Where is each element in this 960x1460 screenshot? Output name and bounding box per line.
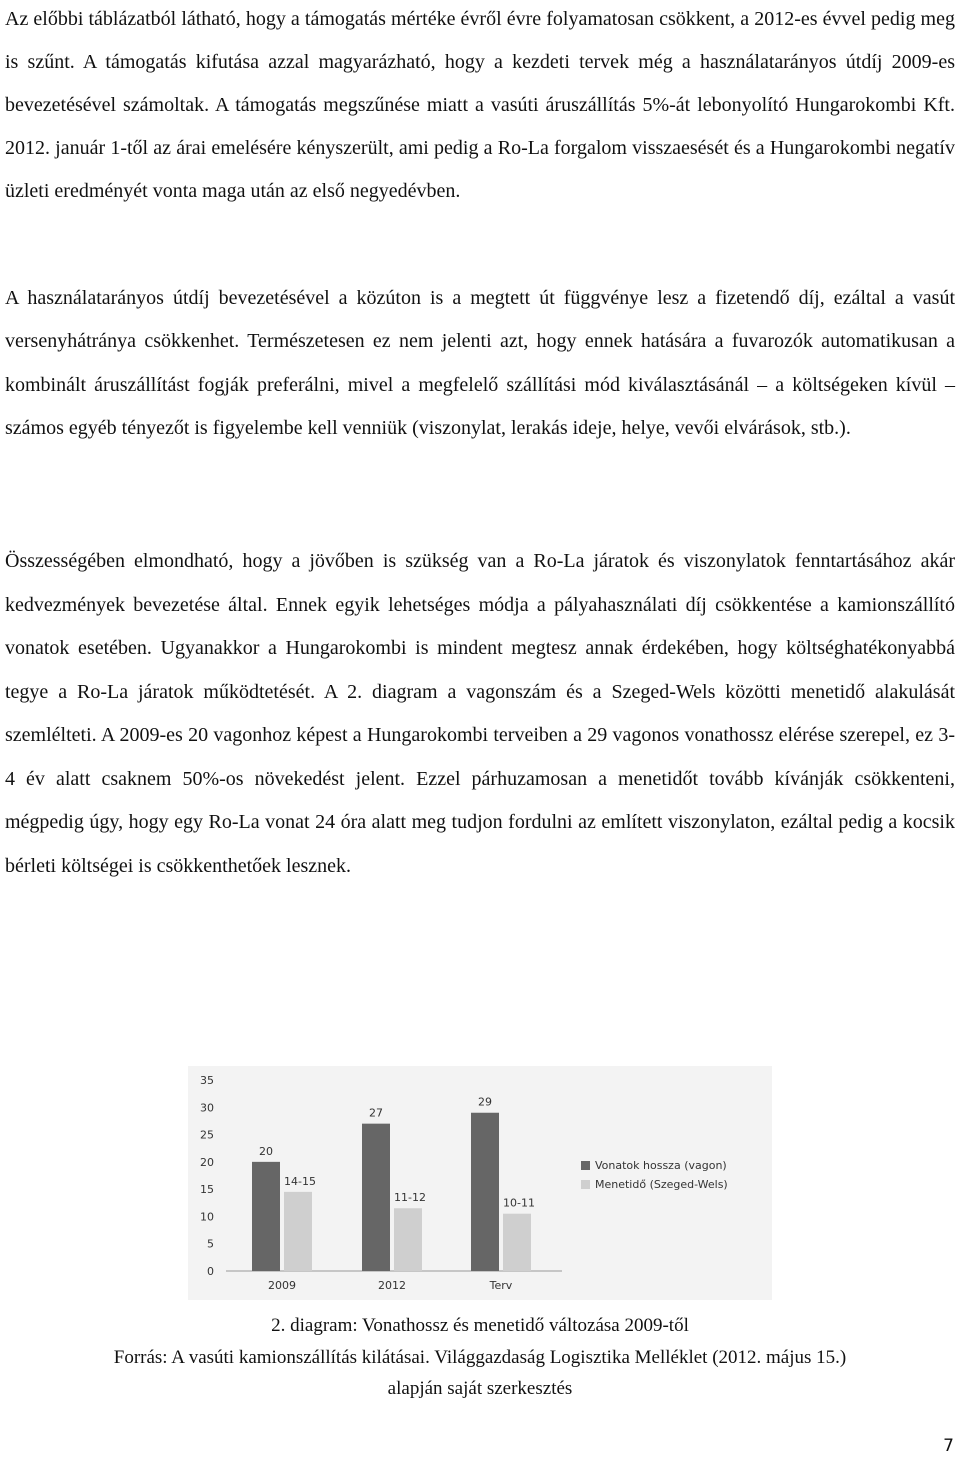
paragraph-3: Összességében elmondható, hogy a jövőben is szükség van a Ro-La járatok és viszonylatok fenntartásához akár kedvezmények bevezetése által. Ennek egyik lehetséges módja a pályahasználati díj csökkentése a kamionszállító vonatok esetében. Ugyanakkor a Hungarokombi is mindent megtesz annak érdekében, hogy költséghatékonyabbá tegye a Ro-La járatok működtetését. A 2. diagram a vagonszám és a Szeged-Wels közötti menetidő alakulását szemlélteti. A 2009-es 20 vagonhoz képest a Hungarokombi terveiben a 29 vagonos vonathossz elérése szerepel, ez 3-4 év alatt csaknem 50%-os növekedést jelent. Ezzel párhuzamosan a menetidőt tovább kívánják csökkenteni, mégpedig úgy, hogy egy Ro-La vonat 24 óra alatt meg tudjon fordulni az említett viszonylaton, ezáltal pedig a kocsik bérleti költségei is csökkenthetőek lesznek.: [5, 550, 955, 877]
data-label: 20: [259, 1144, 273, 1158]
bar-length-Terv: [471, 1113, 499, 1271]
y-tick-label: 10: [200, 1210, 214, 1224]
data-label: 29: [478, 1095, 492, 1109]
data-label: 10-11: [503, 1196, 535, 1210]
figure-caption: 2. diagram: Vonathossz és menetidő változása 2009-től: [271, 1315, 689, 1336]
chart-canvas: [188, 1066, 772, 1300]
y-tick-label: 15: [200, 1183, 214, 1197]
y-tick-label: 20: [200, 1155, 214, 1169]
bar-time-2009: [284, 1192, 312, 1271]
figure-source-note: alapján saját szerkesztés: [387, 1378, 573, 1399]
data-label: 27: [369, 1106, 383, 1120]
data-label: 11-12: [394, 1191, 426, 1205]
bar-chart: [188, 1066, 772, 1300]
legend-label-2: Menetidő (Szeged-Wels): [595, 1178, 728, 1191]
x-tick-label: 2009: [268, 1279, 296, 1292]
legend-label-1: Vonatok hossza (vagon): [595, 1159, 727, 1172]
paragraph-1: Az előbbi táblázatból látható, hogy a támogatás mértéke évről évre folyamatosan csökkent, a 2012-es évvel pedig meg is szűnt. A támogatás kifutása azzal magyarázható, hogy a kezdeti tervek még a használatarányos útdíj 2009-es bevezetésével számoltak. A támogatás megszűnése miatt a vasúti áruszállítás 5%-át lebonyolító Hungarokombi Kft. 2012. január 1-től az árai emelésére kényszerült, ami pedig a Ro-La forgalom visszaesését és a Hungarokombi negatív üzleti eredményét vonta maga után az első negyedévben.: [5, 8, 955, 202]
y-tick-label: 5: [207, 1237, 214, 1251]
bar-length-2012: [362, 1124, 390, 1271]
y-tick-label: 25: [200, 1128, 214, 1142]
bar-time-Terv: [503, 1214, 531, 1271]
bar-length-2009: [252, 1162, 280, 1271]
y-tick-label: 0: [207, 1265, 214, 1278]
bar-time-2012: [394, 1208, 422, 1271]
x-tick-label: 2012: [378, 1279, 406, 1292]
page-number: 7: [943, 1436, 954, 1456]
data-label: 14-15: [284, 1174, 316, 1188]
legend-swatch-2: [581, 1180, 590, 1189]
figure-source: Forrás: A vasúti kamionszállítás kilátásai. Világgazdaság Logisztika Melléklet (2012. május 15.): [113, 1347, 847, 1368]
legend-swatch-1: [581, 1161, 590, 1170]
y-tick-label: 30: [200, 1101, 214, 1115]
paragraph-2: A használatarányos útdíj bevezetésével a közúton is a megtett út függvénye lesz a fizetendő díj, ezáltal a vasút versenyhátránya csökkenhet. Természetesen ez nem jelenti azt, hogy ennek hatására a fuvarozók automatikusan a kombinált áruszállítást fogják preferálni, mivel a megfelelő szállítási mód kiválasztásánál – a költségeken kívül – számos egyéb tényezőt is figyelembe kell venniük (viszonylat, lerakás ideje, helye, vevői elvárások, stb.).: [5, 287, 955, 440]
y-tick-label: 35: [200, 1074, 214, 1087]
x-tick-label: Terv: [489, 1279, 513, 1292]
